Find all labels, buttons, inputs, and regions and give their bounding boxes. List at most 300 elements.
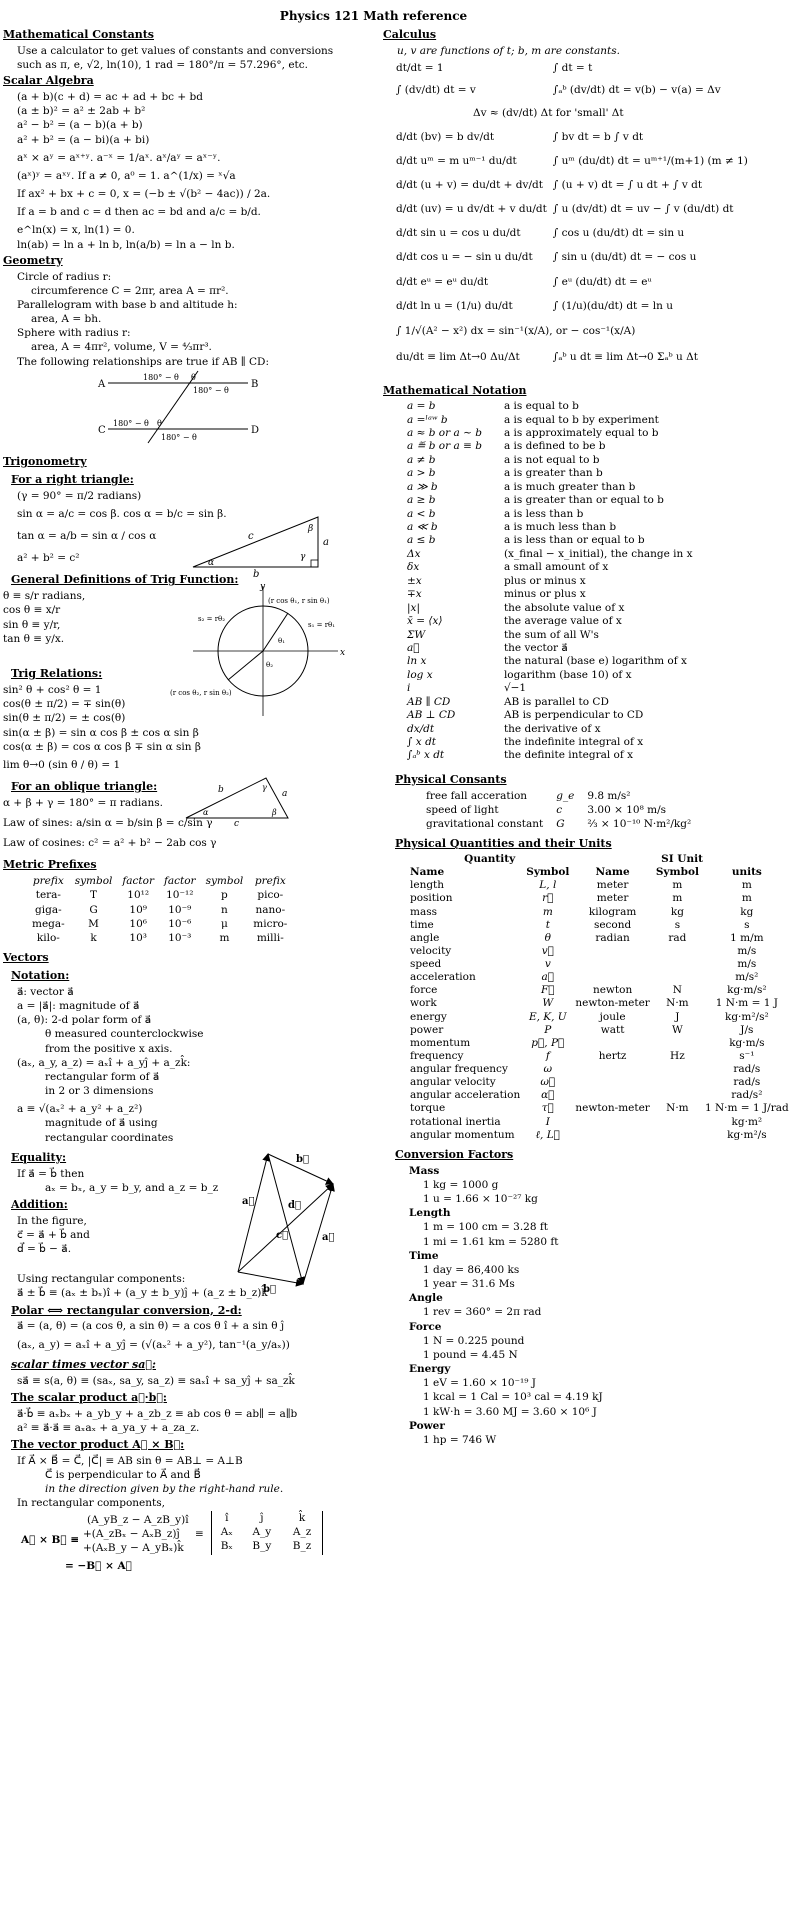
cell: μ — [221, 917, 228, 930]
unit-symbol — [653, 1116, 702, 1129]
table-row — [407, 892, 792, 905]
unit-name: hertz — [598, 1049, 627, 1062]
unit-circle-figure — [168, 581, 368, 721]
col-header: Name — [595, 866, 630, 879]
unit-expression: 1 m/m — [730, 931, 764, 944]
unit-symbol — [653, 945, 702, 958]
table-row — [407, 1011, 792, 1024]
notation-symbol: a ≪ b — [407, 521, 438, 534]
units-header-row — [407, 866, 792, 879]
conversion-item: 1 rev = 360° = 2π rad — [423, 1306, 542, 1319]
units-body — [407, 879, 792, 1142]
quantity-symbol: ω⃗ — [540, 1076, 556, 1089]
table-row — [407, 1063, 792, 1076]
vector-line: a⃗: vector a⃗ — [17, 985, 74, 998]
angle-gamma-label: γ — [300, 551, 306, 562]
quantity-name: angular acceleration — [410, 1089, 521, 1102]
units-group-row — [407, 853, 792, 866]
quantity-name: work — [410, 997, 437, 1010]
conversion-item: 1 hp = 746 W — [423, 1433, 497, 1446]
derivative-formula: d/dt (uv) = u dv/dt + v du/dt — [396, 203, 547, 216]
cross-anticommute: = −B⃗ × A⃗ — [65, 1559, 132, 1572]
dot-line: a² ≡ a⃗·a⃗ ≡ aₓaₓ + a_ya_y + a_za_z. — [17, 1421, 200, 1434]
addition-line: d⃗ = b⃗ − a⃗. — [17, 1243, 72, 1256]
table-row — [393, 197, 751, 221]
unit-symbol: N·m — [666, 1102, 689, 1115]
unit-name: watt — [600, 1023, 625, 1036]
integral-formula: ∫ bv dt = b ∫ v dt — [552, 130, 644, 143]
quantity-symbol: τ⃗ — [541, 1102, 554, 1115]
quantity-name: angular velocity — [410, 1076, 496, 1089]
notation-symbol: a ≝ b or a ≡ b — [407, 440, 482, 453]
derivative-definition: du/dt ≡ lim Δt→0 Δu/Δt — [396, 351, 520, 364]
notation-meaning: a is defined to be b — [503, 440, 606, 453]
table-row — [407, 906, 792, 919]
unit-expression: kg·m/s — [729, 1036, 765, 1049]
integral-formula: ∫ (u + v) dt = ∫ u dt + ∫ v dt — [552, 178, 703, 191]
y-label: y — [260, 582, 266, 593]
table-row — [405, 534, 695, 547]
unit-expression: s⁻¹ — [739, 1049, 755, 1062]
derivative-formula: dt/dt = 1 — [396, 62, 444, 75]
unit-symbol — [653, 958, 702, 971]
notation-meaning: the absolute value of x — [503, 601, 625, 614]
table-row — [393, 125, 751, 149]
derivative-formula: d/dt (bv) = b dv/dt — [396, 130, 495, 143]
unit-expression: m/s — [737, 944, 757, 957]
table-row — [405, 561, 695, 574]
side-b-label: b — [253, 568, 260, 580]
unit-expression: rad/s — [733, 1076, 761, 1089]
table-row — [405, 454, 695, 467]
table-row — [405, 414, 695, 427]
vector-addition-figure — [218, 1144, 358, 1294]
det-cell: Bₓ — [220, 1539, 233, 1552]
cross-equiv: ≡ — [195, 1527, 204, 1540]
theta-1-label: θ₁ — [278, 637, 286, 646]
conversion-item: 1 kcal = 1 Cal = 10³ cal = 4.19 kJ — [423, 1391, 603, 1404]
cross-term: +(AₓB_y − A_yBₓ)k̂ — [83, 1541, 184, 1554]
oblique-line: Law of cosines: c² = a² + b² − 2ab cos γ — [3, 837, 217, 850]
unit-symbol: m — [672, 892, 683, 905]
col-header: Symbol — [655, 866, 699, 879]
table-row — [405, 521, 695, 534]
unit-expression: kg·m²/s² — [724, 1010, 769, 1023]
vector-line: a = |a⃗|: magnitude of a⃗ — [17, 999, 140, 1012]
unit-name — [572, 1089, 652, 1102]
table-row — [407, 1102, 792, 1115]
oblique-line: α + β + γ = 180° = π radians. — [3, 796, 163, 809]
vector-notation-heading: Notation: — [11, 968, 70, 982]
angle-beta-label: β — [272, 807, 277, 817]
cell: M — [88, 917, 99, 930]
cross-product-heading: The vector product A⃗ × B⃗: — [11, 1437, 185, 1451]
conversion-group-name: Length — [409, 1207, 451, 1220]
algebra-line: e^ln(x) = x, ln(1) = 0. — [17, 224, 135, 237]
right-column — [383, 26, 789, 1447]
table-row — [423, 803, 694, 817]
cross-term: (A_yB_z − A_zB_y)î — [87, 1513, 189, 1526]
table-row — [405, 467, 695, 480]
quantity-name: power — [410, 1023, 444, 1036]
unit-name: newton-meter — [575, 997, 650, 1010]
addition-line: c⃗ = a⃗ + b⃗ and — [17, 1228, 90, 1241]
table-row — [407, 1037, 792, 1050]
left-column — [3, 26, 371, 1575]
notation-meaning: (x_final − x_initial), the change in x — [503, 547, 693, 560]
notation-symbol: ∓x — [407, 588, 422, 601]
table-row — [393, 270, 751, 294]
unit-name — [572, 958, 652, 971]
notation-symbol: a < b — [407, 507, 436, 520]
table-row — [405, 440, 695, 453]
table-row — [405, 615, 695, 628]
constant-name: free fall acceration — [426, 789, 528, 802]
vector-line: (aₓ, a_y, a_z) = aₓî + a_yĵ + a_zk̂: — [17, 1056, 191, 1069]
unit-name — [572, 1116, 652, 1129]
right-triangle-heading: For a right triangle: — [11, 472, 134, 486]
vector-line: from the positive x axis. — [45, 1042, 173, 1055]
table-row — [407, 1129, 792, 1142]
conversion-heading: Conversion Factors — [395, 1147, 514, 1161]
quantity-symbol: ℓ, L⃗ — [535, 1128, 560, 1141]
constant-name: speed of light — [426, 803, 499, 816]
quantity-name: torque — [410, 1102, 446, 1115]
table-row — [405, 682, 695, 695]
quantity-symbol: r⃗ — [542, 892, 554, 905]
notation-meaning: the average value of x — [503, 615, 622, 628]
integral-formula: ∫ dt = t — [552, 62, 593, 75]
unit-name: second — [593, 918, 632, 931]
right-angle-mark — [311, 560, 318, 567]
trig-relation: lim θ→0 (sin θ / θ) = 1 — [3, 758, 121, 771]
det-cell: Aₓ — [220, 1525, 233, 1538]
quantity-name: acceleration — [410, 971, 476, 984]
notation-meaning: the natural (base e) logarithm of x — [503, 655, 687, 668]
notation-symbol: a > b — [407, 467, 436, 480]
angle-alpha-label: α — [203, 807, 209, 817]
arc-2-label: s₂ = rθ₂ — [198, 615, 226, 624]
geometry-line: The following relationships are true if AB ∥ CD: — [17, 355, 269, 368]
constant-value: ⅔ × 10⁻¹⁰ N·m²/kg² — [587, 818, 692, 831]
quantity-symbol: f — [545, 1049, 550, 1062]
vector-line: in 2 or 3 dimensions — [45, 1085, 154, 1098]
label-d: D — [251, 424, 260, 436]
oblique-line: Law of sines: a/sin α = b/sin β = c/sin γ — [3, 817, 213, 830]
unit-name — [572, 1076, 652, 1089]
conversion-group-name: Force — [409, 1320, 442, 1333]
table-row — [407, 932, 792, 945]
cell: k — [90, 931, 97, 944]
notation-meaning: the sum of all W's — [503, 628, 599, 641]
notation-symbol: a ≠ b — [407, 453, 436, 466]
quantity-symbol: L, l — [539, 879, 557, 892]
unit-name — [572, 945, 652, 958]
notation-symbol: ∫ x dt — [407, 736, 437, 749]
side-c-label: c — [234, 818, 240, 829]
conversion-group-name: Power — [409, 1419, 445, 1432]
vector-a-left — [238, 1154, 268, 1272]
scalar-times-heading: scalar times vector sa⃗: — [11, 1357, 156, 1371]
table-row — [407, 1024, 792, 1037]
conversion-group-name: Mass — [409, 1164, 440, 1177]
table-row — [405, 588, 695, 601]
algebra-line: ln(ab) = ln a + ln b, ln(a/b) = ln a − ln b. — [17, 238, 235, 251]
quantity-symbol: a⃗ — [541, 971, 555, 984]
notation-symbol: a ≥ b — [407, 494, 436, 507]
quantity-name: angle — [410, 931, 440, 944]
cell: n — [221, 903, 228, 916]
notation-meaning: logarithm (base 10) of x — [503, 668, 632, 681]
constants-heading: Mathematical Constants — [3, 28, 155, 41]
unit-symbol: W — [672, 1023, 683, 1036]
conversion-item: 1 day = 86,400 ks — [423, 1263, 520, 1276]
label-b: b⃗ — [263, 1283, 276, 1295]
notation-meaning: a is greater than or equal to b — [503, 494, 664, 507]
notation-meaning: a is approximately equal to b — [503, 426, 659, 439]
geometry-line: Circle of radius r: — [17, 270, 112, 283]
table-row — [393, 173, 751, 197]
derivative-formula: d/dt (u + v) = du/dt + dv/dt — [396, 178, 543, 191]
label-c: C — [98, 424, 106, 436]
quantity-symbol: F⃗ — [541, 984, 555, 997]
det-cell: B_y — [252, 1539, 272, 1552]
unit-symbol — [653, 1076, 702, 1089]
notation-symbol: AB ∥ CD — [407, 695, 451, 708]
general-trig-heading: General Definitions of Trig Function: — [11, 573, 239, 587]
conversion-group-name: Time — [409, 1249, 439, 1262]
notation-meaning: √−1 — [503, 682, 527, 695]
notation-symbol: ln x — [407, 655, 427, 668]
table-row — [393, 294, 751, 318]
det-cell: A_y — [252, 1525, 272, 1538]
table-row — [405, 494, 695, 507]
table-row — [393, 78, 751, 102]
notation-meaning: a is not equal to b — [503, 453, 600, 466]
geometry-line: circumference C = 2πr, area A = πr². — [31, 284, 229, 297]
integral-formula: ∫ cos u (du/dt) dt = sin u — [552, 227, 685, 240]
integral-formula: ∫ u (dv/dt) dt = uv − ∫ v (du/dt) dt — [552, 203, 734, 216]
quantity-name: force — [410, 984, 438, 997]
table-row — [405, 696, 695, 709]
cell: micro- — [253, 917, 288, 930]
col-header: factor — [163, 875, 196, 888]
approximation-formula: Δv ≈ (dv/dt) Δt for 'small' Δt — [473, 107, 624, 120]
point-1-label: (r cos θ₁, r sin θ₁) — [268, 597, 330, 606]
unit-expression: kg·m/s² — [727, 984, 767, 997]
table-row — [407, 1050, 792, 1063]
cross-line: C⃗ is perpendicular to A⃗ and B⃗ — [45, 1469, 201, 1481]
equality-heading: Equality: — [11, 1150, 67, 1164]
unit-name: newton-meter — [575, 1102, 650, 1115]
addition-heading: Addition: — [11, 1197, 68, 1211]
cross-line: If A⃗ × B⃗ = C⃗, |C⃗| ≡ AB sin θ = AB⊥ = A⊥B — [17, 1454, 243, 1467]
calculus-heading: Calculus — [383, 28, 437, 41]
quantity-name: position — [410, 892, 453, 905]
dot-line: a⃗·b⃗ ≡ aₓbₓ + a_yb_y + a_zb_z ≡ ab cos θ = ab∥ = a∥b — [17, 1407, 298, 1420]
notation-meaning: plus or minus x — [503, 574, 586, 587]
quantity-symbol: E, K, U — [528, 1010, 567, 1023]
conversion-item: 1 pound = 4.45 N — [423, 1348, 518, 1361]
prefix-header-row — [27, 874, 292, 888]
conversion-body — [409, 1164, 743, 1447]
unit-name: radian — [595, 931, 630, 944]
quantity-name: speed — [410, 958, 442, 971]
trig-def-line: cos θ ≡ x/r — [3, 604, 61, 617]
trig-def-line: θ ≡ s/r radians, — [3, 590, 86, 603]
algebra-line: (a ± b)² = a² ± 2ab + b² — [17, 105, 146, 118]
notation-meaning: a is equal to b — [503, 400, 579, 413]
derivative-formula: d/dt cos u = − sin u du/dt — [396, 251, 533, 264]
integral-formula: ∫ₐᵇ (dv/dt) dt = v(b) − v(a) = Δv — [552, 84, 721, 97]
table-row — [27, 917, 292, 931]
notation-symbol: a ≤ b — [407, 534, 436, 547]
cell: 10⁻¹² — [166, 889, 194, 902]
angle-label: 180° − θ — [113, 418, 149, 428]
vector-d — [268, 1154, 303, 1284]
algebra-line: a² − b² = (a − b)(a + b) — [17, 119, 143, 132]
scalar-line: sa⃗ ≡ s(a, θ) ≡ (saₓ, sa_y, sa_z) ≡ saₓî + sa_yĵ + sa_zk̂ — [17, 1374, 295, 1387]
page-title: Physics 121 Math reference — [279, 9, 468, 23]
unit-expression: m/s — [737, 958, 757, 971]
algebra-heading: Scalar Algebra — [3, 74, 94, 88]
unit-name — [572, 1037, 652, 1050]
quantity-symbol: α⃗ — [541, 1089, 555, 1102]
side-b-label: b — [218, 784, 224, 795]
notation-symbol: AB ⊥ CD — [407, 709, 456, 722]
notation-meaning: the definite integral of x — [503, 749, 634, 762]
geometry-line: Sphere with radius r: — [17, 327, 131, 340]
table-row — [407, 1076, 792, 1089]
label-b: b⃗ — [296, 1153, 309, 1165]
label-a: A — [98, 378, 106, 390]
quantity-symbol: P — [544, 1023, 552, 1036]
quantity-name: velocity — [410, 944, 452, 957]
geometry-heading: Geometry — [3, 253, 63, 267]
angle-gamma-label: γ — [262, 782, 267, 792]
conversion-item: 1 year = 31.6 Ms — [423, 1278, 515, 1291]
notation-symbol: a ≈ b or a ∼ b — [407, 426, 482, 439]
unit-name: meter — [596, 879, 629, 892]
cell: pico- — [257, 889, 284, 902]
integral-formula: ∫ sin u (du/dt) dt = − cos u — [552, 251, 697, 264]
algebra-line: a² + b² = (a − bi)(a + bi) — [17, 133, 150, 146]
notation-meaning: a small amount of x — [503, 561, 609, 574]
geometry-line: area, A = bh. — [31, 313, 102, 326]
table-row — [405, 749, 695, 762]
table-row — [405, 481, 695, 494]
table-row — [405, 736, 695, 749]
cell: tera- — [35, 889, 61, 902]
col-header: units — [731, 866, 762, 879]
unit-expression: 1 N·m = 1 J/rad — [704, 1102, 789, 1115]
table-row — [405, 669, 695, 682]
integral-formula: ∫ (1/u)(du/dt) dt = ln u — [552, 299, 673, 312]
table-row — [405, 427, 695, 440]
table-row — [393, 149, 751, 173]
quantity-symbol: p⃗, P⃗ — [531, 1036, 565, 1049]
quantity-symbol: v⃗ — [541, 944, 554, 957]
quantity-name: mass — [410, 905, 437, 918]
derivative-formula: ∫ (dv/dt) dt = v — [396, 84, 476, 97]
angle-beta-label: β — [308, 523, 314, 534]
table-row — [405, 642, 695, 655]
quantity-name: length — [410, 879, 445, 892]
col-header: symbol — [205, 875, 244, 888]
algebra-line: (a + b)(c + d) = ac + ad + bc + bd — [17, 91, 203, 104]
unit-symbol — [653, 1063, 702, 1076]
unit-expression: m — [741, 892, 752, 905]
arc-1-label: s₁ = rθ₁ — [308, 621, 336, 630]
cell: milli- — [256, 931, 284, 944]
cell: 10⁹ — [129, 903, 147, 916]
notation-symbol: dx/dt — [407, 722, 435, 735]
unit-symbol — [653, 1089, 702, 1102]
unit-name: newton — [592, 984, 633, 997]
table-row — [407, 1116, 792, 1129]
quantity-name: time — [410, 918, 434, 931]
angle-label: 180° − θ — [193, 385, 229, 395]
equality-line: aₓ = bₓ, a_y = b_y, and a_z = b_z — [45, 1181, 219, 1194]
notation-meaning: AB is parallel to CD — [503, 695, 609, 708]
quantity-name: angular momentum — [410, 1128, 515, 1141]
algebra-line: If a = b and c = d then ac = bd and a/c = b/d. — [17, 206, 261, 219]
radius-2 — [228, 651, 263, 680]
angle-label: θ — [191, 372, 196, 382]
table-row — [405, 655, 695, 668]
quantity-symbol: t — [545, 918, 550, 931]
unit-expression: s — [744, 918, 750, 931]
side-c-label: c — [248, 530, 254, 542]
col-header: factor — [122, 875, 154, 888]
trig-def-line: sin θ ≡ y/r, — [3, 618, 61, 631]
trig-line: (γ = 90° = π/2 radians) — [17, 489, 142, 502]
conversion-item: 1 kg = 1000 g — [423, 1178, 499, 1191]
vector-line: (a, θ): 2-d polar form of a⃗ — [17, 1014, 152, 1027]
cell: giga- — [35, 903, 62, 916]
angle-label: 180° − θ — [143, 372, 179, 382]
notation-meaning: a is much less than b — [503, 521, 617, 534]
unit-symbol — [653, 1129, 702, 1142]
geometry-line: area, A = 4πr², volume, V = ⁴⁄₃πr³. — [31, 341, 212, 354]
conversion-group-name: Energy — [409, 1363, 451, 1376]
col-header: Name — [410, 866, 445, 879]
unit-expression: kg·m²/s — [727, 1128, 767, 1141]
notation-meaning: AB is perpendicular to CD — [503, 709, 644, 722]
table-row — [407, 958, 792, 971]
label-a: a⃗ — [242, 1195, 255, 1207]
notation-symbol: ±x — [407, 574, 422, 587]
notation-symbol: log x — [407, 668, 433, 681]
trig-line: a² + b² = c² — [17, 552, 80, 565]
trig-relation: sin² θ + cos² θ = 1 — [3, 684, 102, 697]
label-c: c⃗ — [276, 1229, 289, 1241]
notation-meaning: a is less than b — [503, 507, 584, 520]
oblique-triangle-heading: For an oblique triangle: — [11, 780, 158, 794]
unit-symbol: Hz — [670, 1049, 685, 1062]
det-cell: B_z — [292, 1539, 312, 1552]
table-row — [393, 344, 751, 370]
unit-expression: rad/s² — [731, 1089, 763, 1102]
table-row — [405, 548, 695, 561]
prefix-table — [27, 874, 292, 945]
label-a: a⃗ — [322, 1231, 335, 1243]
polar-line: (aₓ, a_y) = aₓî + a_yĵ = (√(aₓ² + a_y²), tan⁻¹(a_y/aₓ)) — [17, 1338, 290, 1351]
vector-line: magnitude of a⃗ using — [45, 1117, 158, 1130]
quantity-name: frequency — [410, 1049, 464, 1062]
quantity-symbol: W — [542, 997, 554, 1010]
table-row — [405, 602, 695, 615]
